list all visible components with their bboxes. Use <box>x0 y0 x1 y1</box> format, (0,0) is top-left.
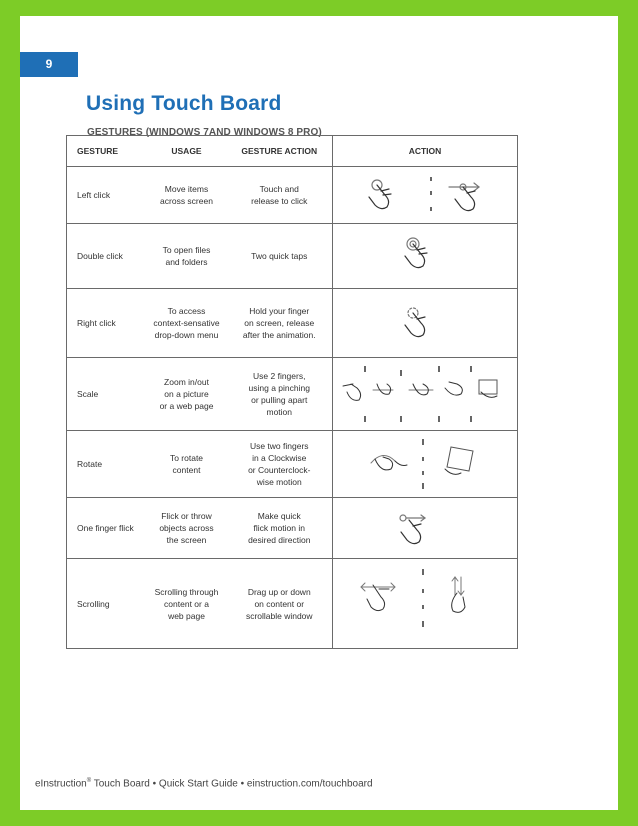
gesture-name: Scale <box>67 358 147 431</box>
pinch-hand-icon <box>343 384 361 400</box>
drag-hand-icon <box>449 183 479 211</box>
action-illustration <box>333 167 518 224</box>
footer-text: Touch Board • Quick Start Guide • einstruction.com/touchboard <box>91 778 373 790</box>
gestures-table <box>66 135 518 649</box>
section-subtitle: GESTURES (WINDOWS 7AND WINDOWS 8 PRO) <box>87 127 322 138</box>
table-row <box>67 431 518 498</box>
page-number-badge: 9 <box>20 52 78 77</box>
page-footer <box>35 778 373 789</box>
action-illustration <box>333 224 518 289</box>
table-row <box>67 167 518 224</box>
column-header-action: ACTION <box>333 136 518 167</box>
vertical-scroll-hand-icon <box>452 577 465 612</box>
gesture-action-text: Use two fingers in a Clockwise or Counterclock- wise motion <box>227 431 333 498</box>
action-illustration <box>333 289 518 358</box>
column-header-usage: USAGE <box>147 136 227 167</box>
table-header-row <box>67 136 518 167</box>
gesture-usage: To open files and folders <box>147 224 227 289</box>
gesture-name: Left click <box>67 167 147 224</box>
double-tap-hand-icon <box>405 238 427 268</box>
gesture-name: Double click <box>67 224 147 289</box>
gesture-usage: To access context-sensative drop-down menu <box>147 289 227 358</box>
registered-mark: ® <box>86 778 92 784</box>
two-finger-pinch-icon <box>409 384 433 395</box>
column-header-gesture: GESTURE <box>67 136 147 167</box>
gesture-name: Scrolling <box>67 559 147 649</box>
gesture-action-text: Drag up or down on content or scrollable window <box>227 559 333 649</box>
scaled-picture-icon <box>479 380 497 397</box>
gesture-name: Rotate <box>67 431 147 498</box>
gesture-action-text: Touch and release to click <box>227 167 333 224</box>
gesture-usage: Scrolling through content or a web page <box>147 559 227 649</box>
two-finger-rotate-icon <box>371 455 407 469</box>
action-illustration <box>333 431 518 498</box>
gesture-usage: Zoom in/out on a picture or a web page <box>147 358 227 431</box>
gesture-action-text: Make quick flick motion in desired direction <box>227 498 333 559</box>
table-row <box>67 224 518 289</box>
rotated-picture-icon <box>445 447 473 474</box>
column-header-gesture-action: GESTURE ACTION <box>227 136 333 167</box>
gesture-action-text: Hold your finger on screen, release after the animation. <box>227 289 333 358</box>
gesture-action-text: Use 2 fingers, using a pinching or pulling apart motion <box>227 358 333 431</box>
horizontal-scroll-hand-icon <box>361 583 395 611</box>
action-illustration <box>333 498 518 559</box>
gesture-usage: To rotate content <box>147 431 227 498</box>
action-illustration <box>333 358 518 431</box>
table-row <box>67 498 518 559</box>
action-illustration <box>333 559 518 649</box>
page-title: Using Touch Board <box>86 92 282 115</box>
footer-brand: eInstruction <box>35 778 87 790</box>
gesture-usage: Flick or throw objects across the screen <box>147 498 227 559</box>
table-row <box>67 559 518 649</box>
flick-hand-icon <box>400 515 425 544</box>
tap-hand-icon <box>369 180 391 209</box>
spread-hand-icon <box>445 382 462 395</box>
gesture-name: One finger flick <box>67 498 147 559</box>
gesture-action-text: Two quick taps <box>227 224 333 289</box>
table-row <box>67 289 518 358</box>
press-hold-hand-icon <box>405 308 425 337</box>
table-row <box>67 358 518 431</box>
gesture-usage: Move items across screen <box>147 167 227 224</box>
two-finger-spread-icon <box>373 384 393 394</box>
gesture-name: Right click <box>67 289 147 358</box>
